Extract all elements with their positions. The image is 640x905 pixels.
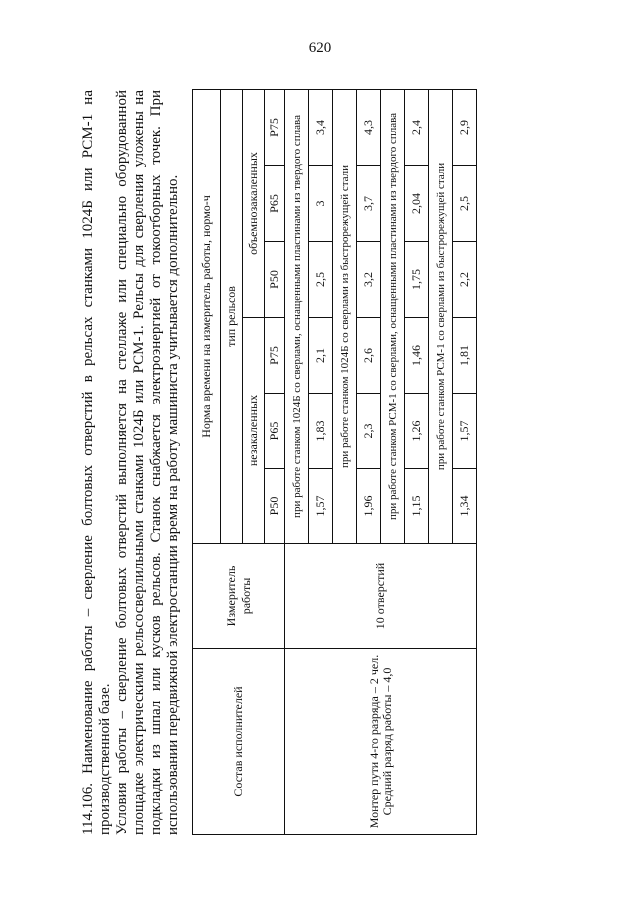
section-title: при работе станком 1024Б со сверлами из быстрорежущей стали [333,89,357,543]
value-cell: 2,5 [309,242,333,318]
rail-type-cell: Р65 [265,394,285,469]
value-cell: 2,3 [357,394,381,469]
rotated-content [80,90,560,835]
rail-type-cell: Р75 [265,89,285,165]
header-rail-type: тип рельсов [221,89,243,543]
value-cell: 1,57 [309,469,333,544]
value-cell: 1,57 [453,394,477,469]
value-cell: 1,26 [405,394,429,469]
value-cell: 3 [309,166,333,242]
value-cell: 1,75 [405,242,429,318]
norm-table [192,89,477,835]
value-cell: 2,4 [405,89,429,165]
section-title: при работе станком РСМ-1 со сверлами, оснащенными пластинами из твердого сплава [381,89,405,543]
value-cell: 1,15 [405,469,429,544]
rail-type-cell: Р50 [265,469,285,544]
header-unhardened: незакаленных [243,318,265,544]
work-conditions: Условия работы – сверление болтовых отверстий выполняется на стеллаже или специально оборудованной площадке электрическими рельсосверлильными станками 1024Б или РСМ-1. Рельсы для сверления уложены на подкладки из шпал или кусков рельсов. Станок снабжается электроэнергией от токоотборных точек. При использовании передвижной электростанции время на работу машиниста учитывается дополнительно. [114,90,181,835]
value-cell: 2,2 [453,242,477,318]
value-cell: 1,81 [453,318,477,394]
value-cell: 2,5 [453,166,477,242]
value-cell: 1,34 [453,469,477,544]
header-norm: Норма времени на измеритель работы, нормо-ч [193,89,221,543]
header-unit: Измеритель работы [193,544,285,649]
value-cell: 2,04 [405,166,429,242]
intro-text [80,90,182,835]
section-title: при работе станком 1024Б со сверлами, оснащенными пластинами из твердого сплава [285,89,309,543]
section-title: при работе станком РСМ-1 со сверлами из быстрорежущей стали [429,89,453,543]
rail-type-cell: Р75 [265,318,285,394]
value-cell: 3,7 [357,166,381,242]
rail-type-cell: Р65 [265,166,285,242]
header-staff: Состав исполнителей [193,649,285,835]
unit-cell: 10 отверстий [285,544,477,649]
value-cell: 1,83 [309,394,333,469]
value-cell: 3,4 [309,89,333,165]
header-hardened: объемнозакаленных [243,89,265,317]
value-cell: 2,9 [453,89,477,165]
value-cell: 3,2 [357,242,381,318]
work-title: 114.106. Наименование работы – сверление болтовых отверстий в рельсах станками 1024Б или РСМ-1 на производственной базе. [80,90,113,835]
value-cell: 2,1 [309,318,333,394]
value-cell: 4,3 [357,89,381,165]
value-cell: 1,46 [405,318,429,394]
value-cell: 1,96 [357,469,381,544]
staff-cell: Монтер пути 4-го разряда – 2 чел. Средний разряд работы – 4,0 [285,649,477,835]
page-number: 620 [308,40,332,56]
rail-type-cell: Р50 [265,242,285,318]
value-cell: 2,6 [357,318,381,394]
